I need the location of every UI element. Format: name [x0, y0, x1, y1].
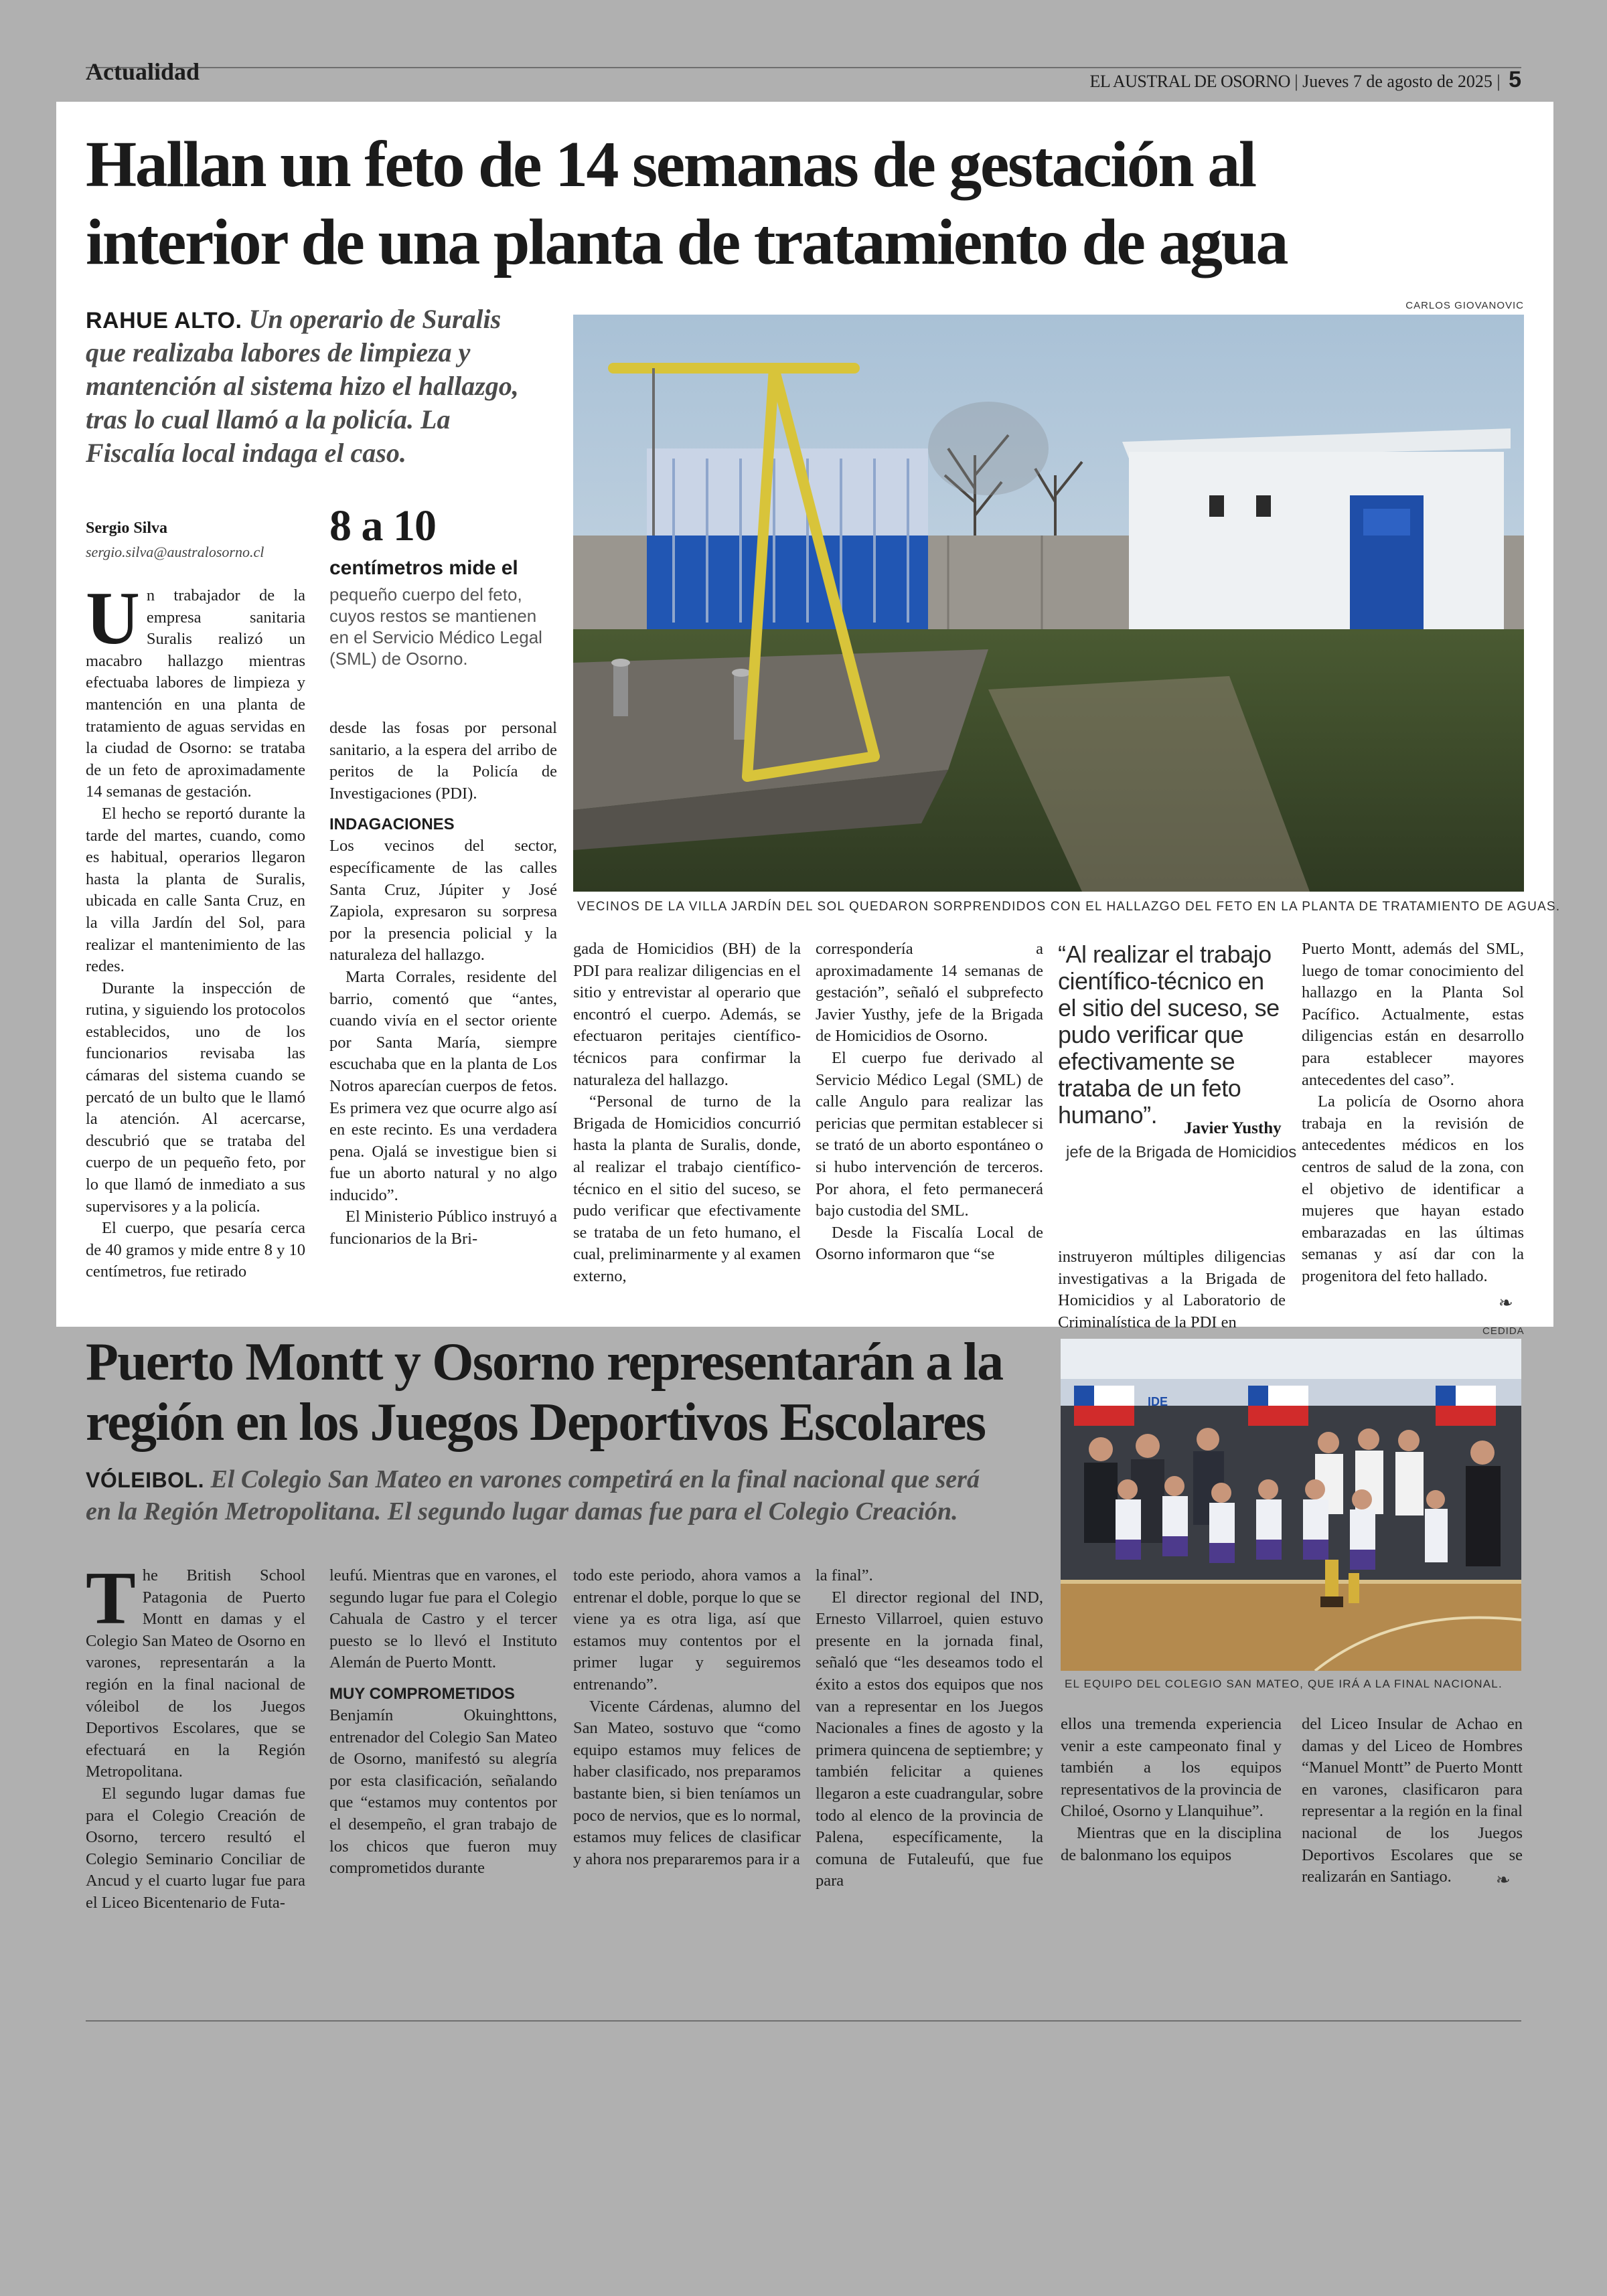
headline-line: Puerto Montt y Osorno representarán a la [86, 1333, 1003, 1392]
paragraph: El cuerpo, que pesaría cerca de 40 gramos y mide entre 8 y 10 centímetros, fue retirado [86, 1219, 305, 1281]
quote-author: Javier Yusthy [1184, 1119, 1282, 1137]
lead-line [86, 303, 568, 336]
paragraph: La policía de Osorno ahora trabaja en la revisión de antecedentes médicos en los centros de salud de la zona, con el objetivo de identificar a mujeres que hayan estado embarazadas en las últimas semanas y así dar con la progenitora del feto hallado. [1302, 1092, 1524, 1285]
team-illustration [1061, 1339, 1521, 1671]
paragraph: ellos una tremenda experiencia venir a este campeonato final y también a los equipos representativos de la provincia de Chiloé, Osorno y Llanquihue”. [1061, 1715, 1282, 1821]
treatment-plant-illustration [573, 315, 1524, 892]
article2-lead [86, 1463, 1050, 1528]
article2-headline [86, 1332, 1050, 1453]
drop-cap: T [86, 1557, 136, 1640]
treatment-plant-photo [573, 315, 1524, 892]
paragraph: he British School Patagonia de Puerto Montt en damas y el Colegio San Mateo de Osorno en varones, representarán a la región en la final nacional de vóleibol de los Juegos Deportivos Escolares, que se efectuará en la Región Metropolitana. [86, 1566, 305, 1781]
paragraph: El Ministerio Público instruyó a funcionarios de la Bri- [329, 1208, 557, 1248]
subheading: INDAGACIONES [329, 815, 455, 834]
article2-col-5 [1061, 1714, 1282, 1866]
author-email: sergio.silva@australosorno.cl [86, 544, 264, 560]
lead-line: tras lo cual llamó a la policía. La [86, 404, 451, 434]
publication-date: Jueves 7 de agosto de 2025 [1302, 72, 1493, 91]
paragraph: correspondería a aproximadamente 14 semanas de gestación”, señaló el subprefecto Javier Yusthy, jefe de la Brigada de Homicidios de Osorno. [816, 940, 1043, 1046]
end-mark: ❧ [1499, 1293, 1513, 1313]
paragraph: todo este periodo, ahora vamos a entrenar el doble, porque lo que se viene ya es otra liga, así que estamos muy contentos por el primer lugar y seguiremos entrenando”. [573, 1566, 801, 1694]
author-name: Sergio Silva [86, 519, 168, 537]
paragraph: n trabajador de la empresa sanitaria Suralis realizó un macabro hallazgo mientras efectuaba labores de limpieza y mantención en una planta de tratamiento de aguas servidas en la ciudad de Osorno: se trataba de un feto de aproximadamente 14 semanas de gestación. [86, 586, 305, 801]
header-separator: | [1294, 72, 1303, 91]
banner-text: IDE [1148, 1395, 1168, 1408]
paragraph: leufú. Mientras que en varones, el segundo lugar fue para el Colegio Cahuala de Castro y el tercer puesto se lo llevó el Instituto Alemán de Puerto Montt. [329, 1566, 557, 1672]
fact-number: 8 a 10 [329, 501, 436, 550]
paragraph: la final”. [816, 1566, 873, 1584]
paragraph: El hecho se reportó durante la tarde del martes, cuando, como es habitual, operarios llegaron hasta la planta de Suralis, ubicada en calle Santa Cruz, en la villa Jardín del Sol, para realizar el mantenimiento de las redes. [86, 804, 305, 976]
page-header [1090, 67, 1522, 93]
lead-line [86, 1463, 1050, 1495]
header-separator: | [1497, 72, 1501, 91]
article1-col-1 [86, 577, 305, 1283]
fact-text: pequeño cuerpo del feto, cuyos restos se mantienen en el Servicio Médico Legal (SML) de Osorno. [329, 584, 542, 669]
article1-col-6 [1302, 938, 1524, 1288]
article1-col-2 [329, 718, 557, 1250]
paragraph: Marta Corrales, residente del barrio, comentó que “antes, cuando vivía en el sector oriente por Santa María, siempre escuchaba que en la planta de Los Notros aparecían cuerpos de fetos. Es primera vez que ocurre algo así en este recinto. Es una verdadera pena. Ojalá se investigue bien si fue un aborto natural y no algo inducido”. [329, 967, 557, 1204]
article2-col-3 [573, 1565, 801, 1870]
paragraph: del Liceo Insular de Achao en damas y del Liceo de Hombres “Manuel Montt” de Puerto Montt en varones, clasificaron para representar a la región en la final nacional de los Juegos Deportivos Escolares que se realizarán en Santiago. [1302, 1715, 1523, 1886]
paragraph: El cuerpo fue derivado al Servicio Médico Legal (SML) de calle Angulo para realizar las pericias que permitan establecer si se trató de un aborto espontáneo o si hubo intervención de terceros. Por ahora, el feto permanecerá bajo custodia del SML. [816, 1048, 1043, 1220]
lead-text: Un operario de Suralis [248, 304, 502, 334]
article1-headline [86, 126, 1524, 281]
headline-line: interior de una planta de tratamiento de agua [86, 206, 1287, 278]
lead-text: El Colegio San Mateo en varones competirá en la final nacional que será [210, 1465, 980, 1493]
paragraph: El segundo lugar damas fue para el Colegio Creación de Osorno, tercero resultó el Colegio Seminario Conciliar de Ancud y el cuarto lugar fue para el Liceo Bicentenario de Futa- [86, 1784, 305, 1912]
drop-cap: U [86, 577, 140, 660]
lead-kicker: VÓLEIBOL. [86, 1468, 204, 1492]
article2-col-2 [329, 1565, 557, 1880]
paragraph: gada de Homicidios (BH) de la PDI para realizar diligencias en el sitio y entrevistar al operario que encontró el cuerpo. Además, se efectuaron peritajes científico-técnicos para confirmar la naturaleza del hallazgo. [573, 940, 801, 1089]
article1-lead [86, 303, 568, 470]
lead-kicker: RAHUE ALTO. [86, 308, 242, 333]
photo-credit: CARLOS GIOVANOVIC [1405, 300, 1524, 311]
article2-col-4 [816, 1565, 1043, 1892]
headline-line: región en los Juegos Deportivos Escolares [86, 1393, 986, 1452]
paragraph: Puerto Montt, además del SML, luego de tomar conocimiento del hallazgo en la Planta Sol Pacífico. Actualmente, estas diligencias están en desarrollo para establecer mayores antecedentes del caso”. [1302, 940, 1524, 1089]
lead-line: en la Región Metropolitana. El segundo lugar damas fue para el Colegio Creación. [86, 1497, 958, 1526]
lead-line: Fiscalía local indaga el caso. [86, 438, 406, 468]
paragraph: desde las fosas por personal sanitario, a la espera del arribo de peritos de la Policía de Investigaciones (PDI). [329, 719, 557, 803]
paragraph: Vicente Cárdenas, alumno del San Mateo, sostuvo que “como equipo estamos muy felices de haber clasificado, nos preparamos bastante bien, si bien teníamos un poco de nervios, que es lo normal, estamos muy felices de clasificar y ahora nos prepararemos para ir a [573, 1697, 801, 1868]
photo-credit: CEDIDA [1482, 1325, 1525, 1337]
pull-quote: “Al realizar el trabajo científico-técnico en el sitio del suceso, se pudo verificar que efectivamente se trataba de un feto humano”. [1058, 940, 1280, 1129]
section-label: Actualidad [86, 58, 200, 85]
photo-caption: VECINOS DE LA VILLA JARDÍN DEL SOL QUEDARON SORPRENDIDOS CON EL HALLAZGO DEL FETO EN LA PLANTA DE TRATAMIENTO DE AGUAS. [577, 900, 1561, 914]
headline-line: Hallan un feto de 14 semanas de gestación al [86, 129, 1255, 201]
lead-line: mantención al sistema hizo el hallazgo, [86, 371, 519, 401]
end-mark: ❧ [1496, 1870, 1511, 1890]
bottom-rule [86, 2020, 1521, 2022]
paragraph: Desde la Fiscalía Local de Osorno informaron que “se [816, 1223, 1043, 1264]
team-photo [1061, 1339, 1521, 1671]
photo-caption: EL EQUIPO DEL COLEGIO SAN MATEO, QUE IRÁ A LA FINAL NACIONAL. [1065, 1677, 1503, 1690]
paragraph: Mientras que en la disciplina de balonmano los equipos [1061, 1823, 1282, 1864]
subheading: MUY COMPROMETIDOS [329, 1684, 515, 1703]
article1-col-4 [816, 938, 1043, 1266]
paragraph: El director regional del IND, Ernesto Villarroel, quien estuvo presente en la jornada final, señaló que “les deseamos todo el éxito a estos dos equipos que nos van a representar en los Juegos Nacionales a fines de agosto y la primera quincena de septiembre; y también felicitar a quienes llegaron a este cuadrangular, sobre todo al elenco de la provincia de Palena, específicamente, la comuna de Futaleufú, que fue para [816, 1588, 1043, 1890]
fact-unit: centímetros mide el [329, 557, 518, 579]
page-number: 5 [1509, 67, 1521, 92]
lead-line: que realizaba labores de limpieza y [86, 337, 471, 367]
paragraph: “Personal de turno de la Brigada de Homicidios concurrió hasta la planta de Suralis, donde, al realizar el trabajo científico-técnico en el sitio del suceso, se pudo verificar que efectivamente se trataba de un feto humano, el cual, preliminarmente y al examen externo, [573, 1092, 801, 1285]
paragraph: Durante la inspección de rutina, y siguiendo los protocolos establecidos, uno de los funcionarios revisaba las cámaras del sistema cuando se percató de un bulto que le llamó la atención. Al acercarse, descubrió que se trataba del cuerpo de un pequeño feto, por lo que llamó de inmediato a sus supervisores y a la policía. [86, 979, 305, 1216]
article1-col-3 [573, 938, 801, 1288]
paragraph: Benjamín Okuinghttons, entrenador del Colegio San Mateo de Osorno, manifestó su alegría por esta clasificación, señalando que “estamos muy contentos por el desempeño, el gran trabajo de los chicos que fueron muy comprometidos durante [329, 1706, 557, 1878]
publication-name: EL AUSTRAL DE OSORNO [1089, 72, 1290, 91]
paragraph: instruyeron múltiples diligencias investigativas a la Brigada de Homicidios y al Laboratorio de Criminalística de la PDI en [1058, 1248, 1286, 1331]
article2-col-6 [1302, 1714, 1523, 1888]
quote-author-role: jefe de la Brigada de Homicidios [1066, 1143, 1297, 1161]
article1-col-5 [1058, 1246, 1286, 1333]
paragraph: Los vecinos del sector, específicamente de las calles Santa Cruz, Júpiter y José Zapiola, expresaron su sorpresa por la presencia policial y la naturaleza del hallazgo. [329, 837, 557, 965]
article2-col-1 [86, 1557, 305, 1914]
